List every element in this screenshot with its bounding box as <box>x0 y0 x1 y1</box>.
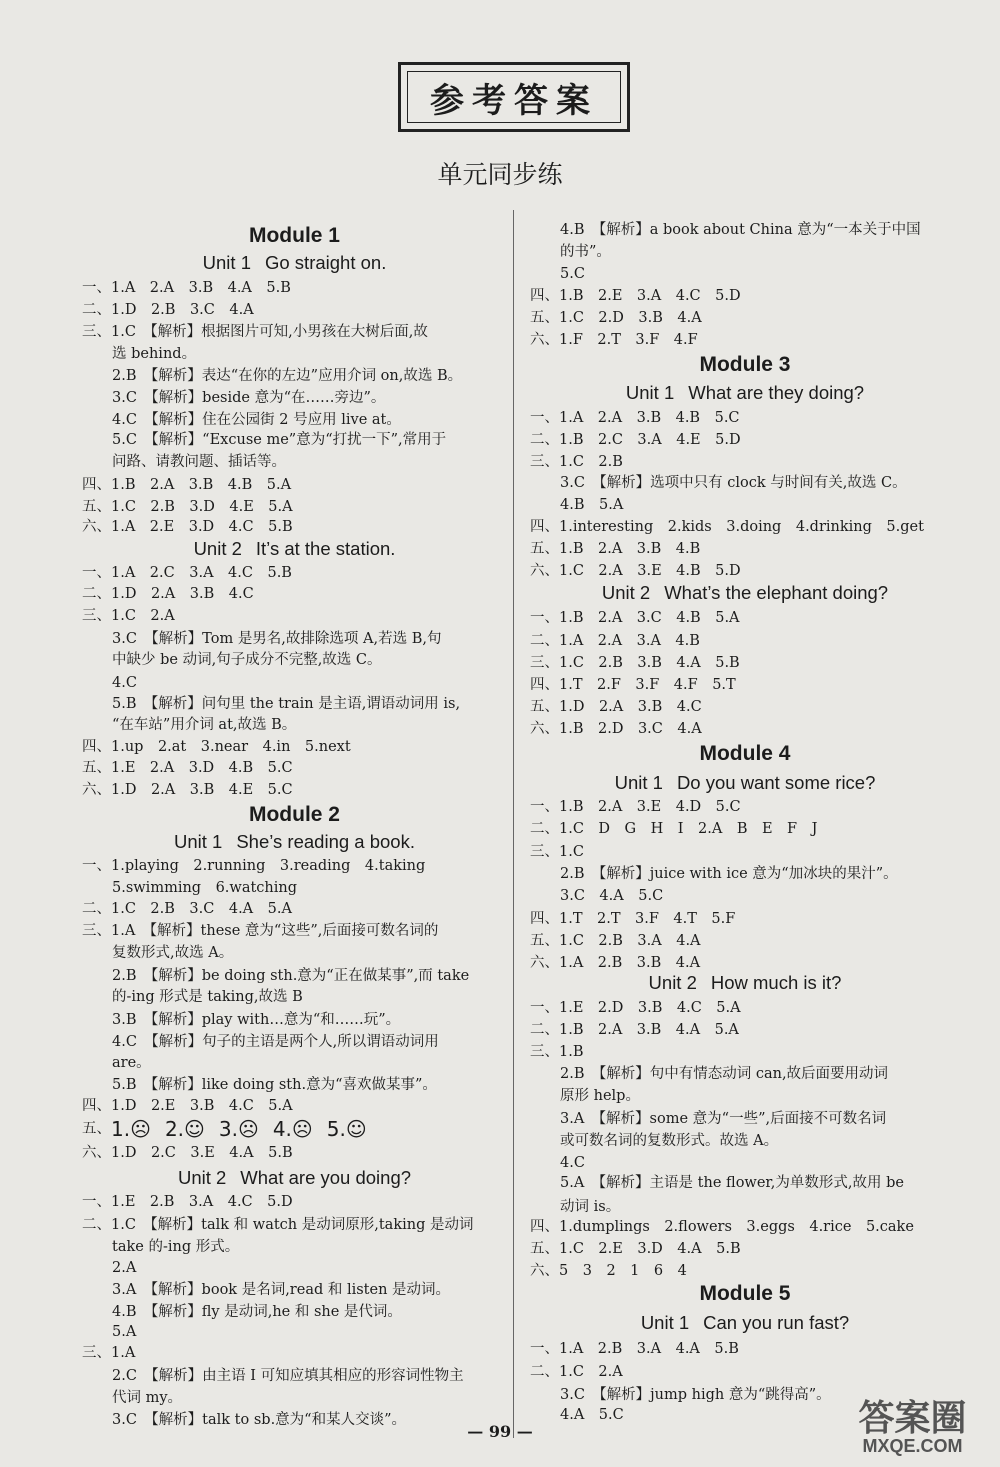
answer-line: 二、1.A 2.A 3.A 4.B <box>530 633 700 649</box>
unit-title: Go straight on. <box>264 252 387 273</box>
answer-line-continued: 选 behind。 <box>112 346 197 362</box>
answer-line-continued: 3.C 【解析】talk to sb.意为“和某人交谈”。 <box>112 1412 407 1428</box>
unit-label: Unit 1 <box>174 831 223 852</box>
answer-line-continued: 3.C 【解析】beside 意为“在……旁边”。 <box>112 390 386 406</box>
answer-line: 五、1.C 2.B 3.A 4.A <box>530 933 701 949</box>
answer-line: 二、1.D 2.B 3.C 4.A <box>82 302 254 318</box>
answer-line-continued: 2.B 【解析】be doing sth.意为“正在做某事”,而 take <box>112 968 470 984</box>
answer-line: 三、1.B <box>530 1044 584 1060</box>
unit-title: What are they doing? <box>688 382 865 403</box>
answer-line: 二、1.C 2.A <box>530 1364 623 1380</box>
answer-line-continued: 3.C 【解析】Tom 是男名,故排除选项 A,若选 B,句 <box>112 631 442 647</box>
answer-line: 六、1.D 2.C 3.E 4.A 5.B <box>82 1145 293 1161</box>
unit-label: Unit 1 <box>640 1312 690 1333</box>
answer-line: 四、1.dumplings 2.flowers 3.eggs 4.rice 5.cake <box>530 1219 914 1235</box>
answer-line: 五、1.C 2.B 3.D 4.E 5.A <box>82 499 293 515</box>
answer-line: 一、1.E 2.B 3.A 4.C 5.D <box>82 1194 293 1210</box>
answer-line: 一、1.A 2.B 3.A 4.A 5.B <box>530 1341 739 1357</box>
answer-line: 四、1.up 2.at 3.near 4.in 5.next <box>82 739 351 755</box>
unit-title: What are you doing? <box>240 1167 412 1188</box>
answer-line-continued: 或可数名词的复数形式。故选 A。 <box>560 1133 779 1149</box>
answer-line-continued: are。 <box>112 1055 151 1071</box>
unit-label: Unit 1 <box>625 382 675 403</box>
answer-line-continued: 3.C 4.A 5.C <box>560 888 664 904</box>
unit-title: What’s the elephant doing? <box>664 582 889 603</box>
module-heading: Module 2 <box>248 803 340 826</box>
unit-label: Unit 2 <box>177 1167 227 1188</box>
unit-heading <box>530 973 960 993</box>
answer-line: 一、1.A 2.A 3.B 4.A 5.B <box>82 280 291 296</box>
answer-line-continued: 4.B 【解析】a book about China 意为“一本关于中国 <box>560 222 921 238</box>
answer-line-continued: 4.B 【解析】fly 是动词,he 和 she 是代词。 <box>112 1304 402 1320</box>
unit-heading <box>530 773 960 793</box>
module-heading: Module 1 <box>248 224 340 247</box>
answer-line: 三、1.C 2.A <box>82 608 175 624</box>
unit-label: Unit 1 <box>202 252 251 273</box>
answer-line: 一、1.playing 2.running 3.reading 4.taking <box>82 858 426 874</box>
answer-line: 四、1.B 2.E 3.A 4.C 5.D <box>530 288 741 304</box>
answer-line-continued: 2.B 【解析】句中有情态动词 can,故后面要用动词 <box>560 1066 889 1082</box>
section-subtitle: 单元同步练 <box>437 160 563 189</box>
unit-heading <box>82 253 507 273</box>
answer-line: 六、1.F 2.T 3.F 4.F <box>530 332 698 348</box>
unit-heading <box>530 1313 960 1333</box>
answer-line: 二、1.C 【解析】talk 和 watch 是动词原形,taking 是动词 <box>82 1217 474 1233</box>
answer-line-continued: 5.swimming 6.watching <box>112 880 298 896</box>
answer-line: 六、5 3 2 1 6 4 <box>530 1263 687 1279</box>
answer-line: 一、1.E 2.D 3.B 4.C 5.A <box>530 1000 741 1016</box>
face-answer: 4.☹ <box>272 1117 313 1141</box>
answer-line: 六、1.B 2.D 3.C 4.A <box>530 721 702 737</box>
answer-line-continued: 5.B 【解析】like doing sth.意为“喜欢做某事”。 <box>112 1077 437 1093</box>
answer-line: 四、1.D 2.E 3.B 4.C 5.A <box>82 1098 293 1114</box>
answer-line-continued: 的书”。 <box>560 244 611 260</box>
unit-title: Can you run fast? <box>703 1312 850 1333</box>
unit-label: Unit 2 <box>648 972 697 993</box>
answer-line-continued: 2.C 【解析】由主语 I 可知应填其相应的形容词性物主 <box>112 1368 464 1384</box>
answer-line-continued: 4.C 【解析】住在公园街 2 号应用 live at。 <box>112 412 401 428</box>
answer-line-continued: 5.C 【解析】“Excuse me”意为“打扰一下”,常用于 <box>112 432 447 448</box>
answer-line-continued: 3.C 【解析】jump high 意为“跳得高”。 <box>560 1387 831 1403</box>
answer-line-continued: 4.C <box>560 1155 585 1171</box>
answer-line: 六、1.C 2.A 3.E 4.B 5.D <box>530 563 741 579</box>
answer-line: 三、1.C 2.B <box>530 454 623 470</box>
answer-line: 一、1.B 2.A 3.E 4.D 5.C <box>530 799 741 815</box>
answer-line: 六、1.A 2.B 3.B 4.A <box>530 955 701 971</box>
answer-line: 四、1.T 2.F 3.F 4.F 5.T <box>530 677 736 693</box>
unit-title: How much is it? <box>710 972 842 993</box>
watermark-top: 答案圈 <box>858 1398 967 1439</box>
answer-line: 六、1.A 2.E 3.D 4.C 5.B <box>82 519 293 535</box>
page-title: 参考答案 <box>430 80 598 121</box>
answer-line: 五、1.C 2.E 3.D 4.A 5.B <box>530 1241 741 1257</box>
answer-line: 二、1.C 2.B 3.C 4.A 5.A <box>82 901 292 917</box>
answer-line: 一、1.A 2.C 3.A 4.C 5.B <box>82 565 292 581</box>
page-number: — 99 — <box>467 1422 533 1441</box>
answer-line: 二、1.C D G H I 2.A B E F J <box>530 821 818 837</box>
answer-line-continued: 3.B 【解析】play with…意为“和……玩”。 <box>112 1012 401 1028</box>
answer-line-continued: 动词 is。 <box>560 1199 621 1215</box>
answer-line-continued: 3.A 【解析】some 意为“一些”,后面接不可数名词 <box>560 1111 887 1127</box>
answer-line-continued: 5.B 【解析】问句里 the train 是主语,谓语动词用 is, <box>112 696 461 712</box>
module-heading: Module 4 <box>699 742 791 765</box>
answer-line-continued: 的-ing 形式是 taking,故选 B <box>112 989 303 1005</box>
face-answer: 1.☹ <box>111 1117 151 1141</box>
answer-line-continued: 5.C <box>560 266 585 282</box>
answer-line: 二、1.B 2.A 3.B 4.A 5.A <box>530 1022 739 1038</box>
answer-line: 二、1.D 2.A 3.B 4.C <box>82 586 254 602</box>
answer-line: 五、1.D 2.A 3.B 4.C <box>530 699 702 715</box>
watermark-logo <box>830 1390 995 1462</box>
answer-line-continued: 问路、请教问题、插话等。 <box>112 454 286 470</box>
answer-line-continued: 原形 help。 <box>560 1088 640 1104</box>
answer-line-continued: 4.B 5.A <box>560 497 624 513</box>
module-heading: Module 3 <box>699 353 791 376</box>
answer-line: 五、1.E 2.A 3.D 4.B 5.C <box>82 760 293 776</box>
answer-line-continued: 中缺少 be 动词,句子成分不完整,故选 C。 <box>112 652 382 668</box>
answer-line: 四、1.interesting 2.kids 3.doing 4.drinking 5.get <box>530 519 924 535</box>
answer-line-continued: 3.C 【解析】选项中只有 clock 与时间有关,故选 C。 <box>560 475 907 491</box>
answer-line-continued: 代词 my。 <box>112 1390 183 1406</box>
answer-line-continued: 4.C <box>112 675 137 691</box>
answer-line: 五、1.B 2.A 3.B 4.B <box>530 541 701 557</box>
module-heading: Module 5 <box>699 1282 791 1305</box>
unit-heading <box>82 1168 507 1188</box>
answer-line-continued: “在车站”用介词 at,故选 B。 <box>112 717 297 733</box>
answer-line-continued: 2.B 【解析】juice with ice 意为“加冰块的果汁”。 <box>560 866 898 882</box>
answer-line-continued: 5.A 【解析】主语是 the flower,为单数形式,故用 be <box>560 1175 904 1191</box>
answer-line-continued: 复数形式,故选 A。 <box>112 945 234 961</box>
unit-heading <box>82 539 507 559</box>
answer-line-continued: 5.A <box>112 1324 137 1340</box>
answer-line: 一、1.A 2.A 3.B 4.B 5.C <box>530 410 740 426</box>
answer-line: 三、1.A 【解析】these 意为“这些”,后面接可数名词的 <box>82 923 439 939</box>
answer-line: 三、1.A <box>82 1345 136 1361</box>
answer-line-continued: 2.A <box>112 1260 137 1276</box>
unit-heading <box>530 583 960 603</box>
column-divider <box>513 210 514 1438</box>
answer-line: 六、1.D 2.A 3.B 4.E 5.C <box>82 782 293 798</box>
answer-line: 一、1.B 2.A 3.C 4.B 5.A <box>530 610 740 626</box>
answer-line: 四、1.B 2.A 3.B 4.B 5.A <box>82 477 292 493</box>
unit-title: She’s reading a book. <box>236 831 415 852</box>
answer-line: 三、1.C 2.B 3.B 4.A 5.B <box>530 655 740 671</box>
answer-line-continued: 4.A 5.C <box>560 1407 624 1423</box>
answer-line: 三、1.C <box>530 844 584 860</box>
unit-heading <box>82 832 507 852</box>
unit-label: Unit 2 <box>193 538 242 559</box>
answer-line: 四、1.T 2.T 3.F 4.T 5.F <box>530 911 736 927</box>
answer-line-faces <box>82 1119 381 1139</box>
unit-title: It’s at the station. <box>255 538 396 559</box>
answer-line: 三、1.C 【解析】根据图片可知,小男孩在大树后面,故 <box>82 324 428 340</box>
answer-line-continued: 4.C 【解析】句子的主语是两个人,所以谓语动词用 <box>112 1034 439 1050</box>
answer-line: 二、1.B 2.C 3.A 4.E 5.D <box>530 432 741 448</box>
answer-line-continued: 3.A 【解析】book 是名词,read 和 listen 是动词。 <box>112 1282 451 1298</box>
answer-line: 五、1.C 2.D 3.B 4.A <box>530 310 702 326</box>
unit-label: Unit 1 <box>614 772 663 793</box>
answer-line-continued: take 的-ing 形式。 <box>112 1239 240 1255</box>
watermark-bottom: MXQE.COM <box>862 1436 963 1456</box>
unit-title: Do you want some rice? <box>676 772 876 793</box>
answer-line-continued: 2.B 【解析】表达“在你的左边”应用介词 on,故选 B。 <box>112 368 463 384</box>
face-answer: 3.☹ <box>218 1117 259 1141</box>
unit-heading <box>530 383 960 403</box>
title-box <box>398 62 630 132</box>
unit-label: Unit 2 <box>601 582 651 603</box>
face-answer: 5.☺ <box>326 1117 367 1141</box>
face-answer: 2.☺ <box>164 1117 205 1141</box>
section-number: 五、 <box>82 1121 111 1137</box>
